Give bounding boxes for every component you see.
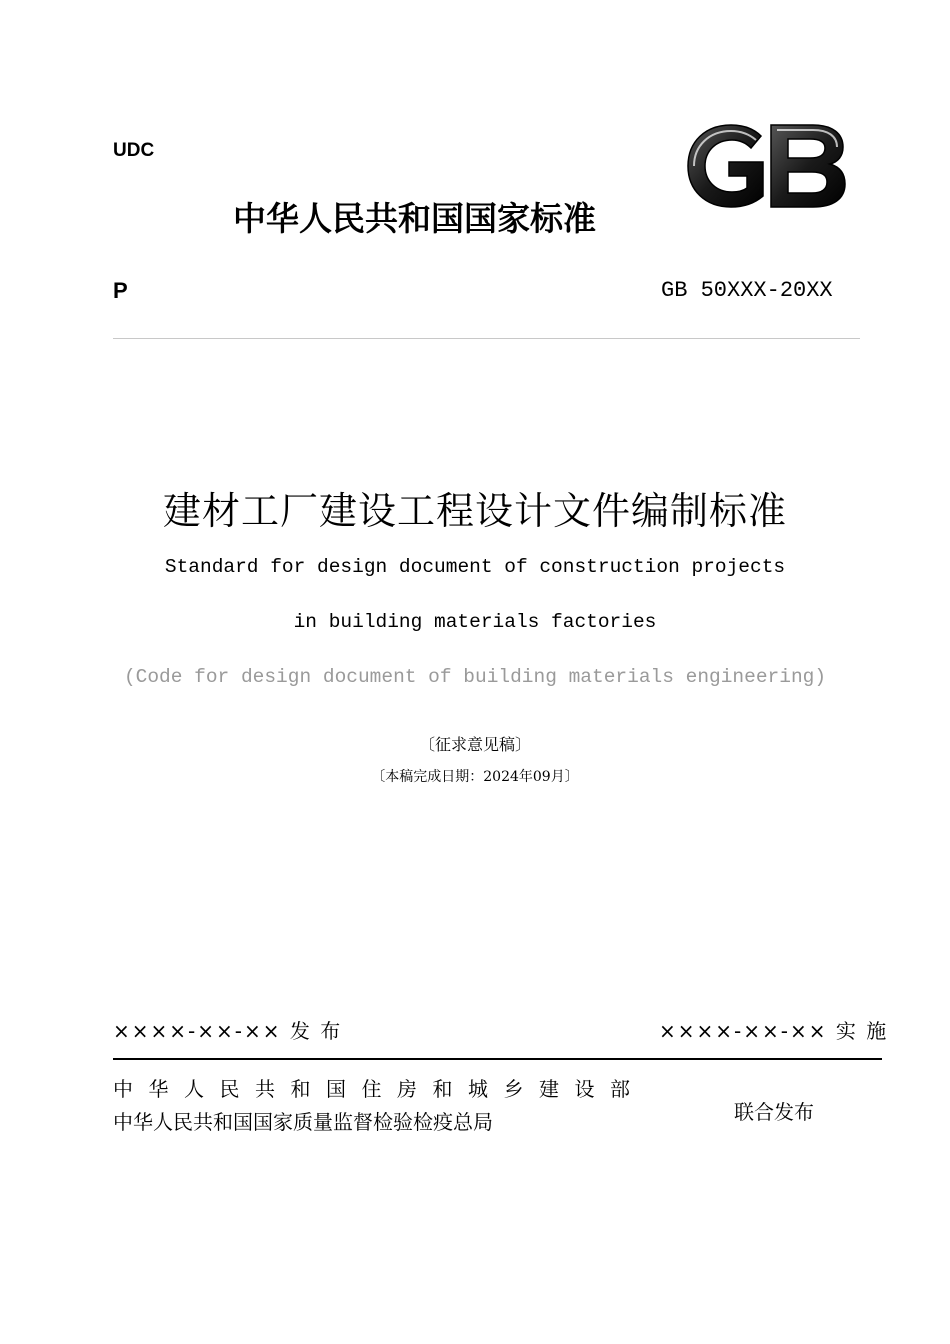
- draft-completion-date: 〔本稿完成日期：2024年09月〕: [371, 769, 579, 785]
- gb-logo-graphic: [683, 120, 849, 212]
- english-alternate-title: (Code for design document of building materials engineering): [123, 666, 827, 688]
- issuer-aqsiq: 中华人民共和国国家质量监督检验检疫总局: [113, 1110, 493, 1134]
- national-standard-title: 中华人民共和国国家标准: [233, 199, 596, 238]
- standard-number: GB 50XXX-20XX: [661, 278, 833, 303]
- issuer-ministry: 中华人民共和国住房和城乡建设部: [113, 1077, 646, 1101]
- implementation-date: ××××-××-×× 实 施: [659, 1019, 889, 1043]
- issue-date: ××××-××-×× 发 布: [113, 1019, 343, 1043]
- english-title-line-1: Standard for design document of construction projects: [164, 556, 786, 578]
- udc-label: UDC: [113, 140, 155, 161]
- draft-status: 〔征求意见稿〕: [418, 735, 531, 754]
- joint-release-label: 联合发布: [734, 1100, 814, 1124]
- english-title-line-2: in building materials factories: [293, 611, 657, 633]
- classification-code: P: [113, 278, 128, 303]
- gb-logo: [683, 120, 849, 212]
- footer-divider: [113, 1058, 882, 1060]
- header-divider: [113, 338, 860, 339]
- main-title: 建材工厂建设工程设计文件编制标准: [162, 489, 787, 533]
